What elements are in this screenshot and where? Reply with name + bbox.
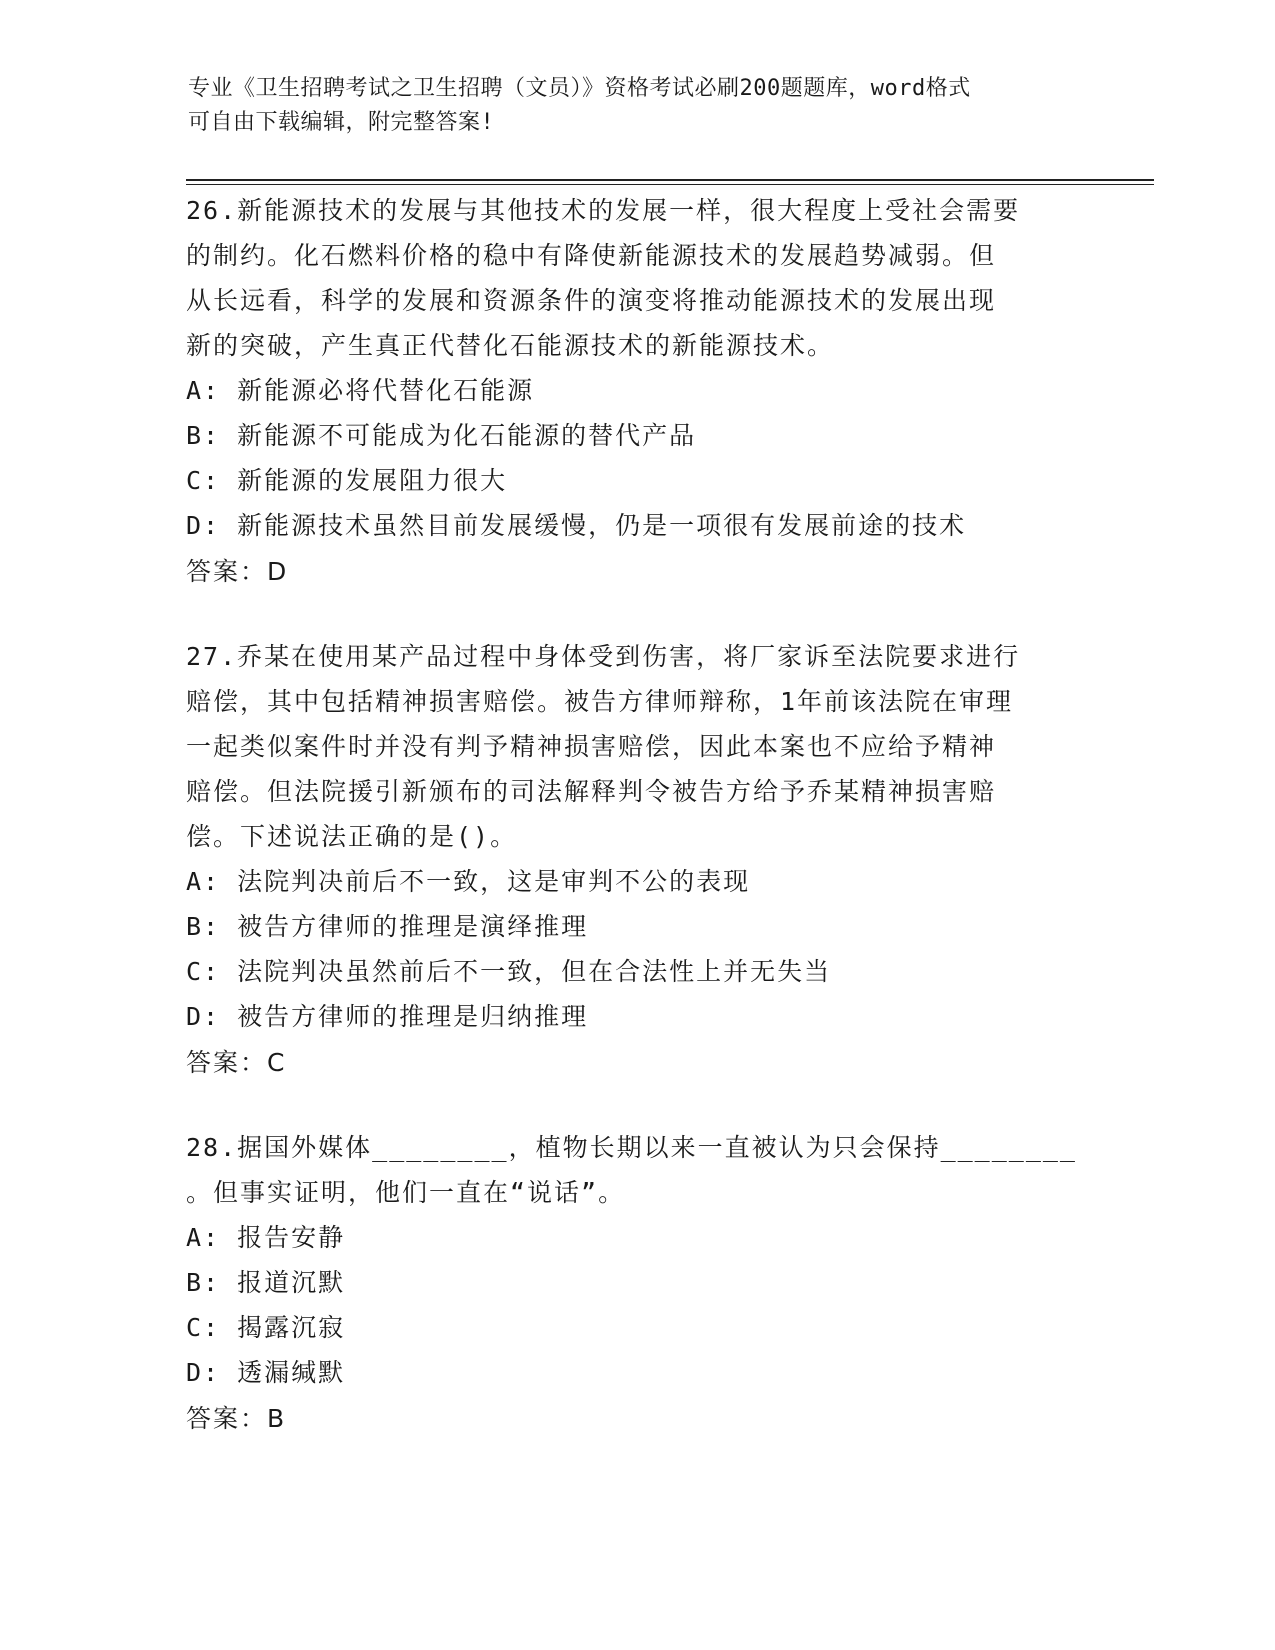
stem-line: 新的突破，产生真正代替化石能源技术的新能源技术。 [186, 331, 835, 360]
header-line-2: 可自由下载编辑，附完整答案! [188, 110, 495, 135]
option-d: D: 被告方律师的推理是归纳推理 [186, 1002, 589, 1031]
stem-line: 赔偿，其中包括精神损害赔偿。被告方律师辩称，1年前该法院在审理 [186, 687, 1014, 716]
stem-line: 27.乔某在使用某产品过程中身体受到伤害，将厂家诉至法院要求进行 [186, 642, 1021, 671]
header-line-1: 专业《卫生招聘考试之卫生招聘（文员）》资格考试必刷200题题库，word格式 [188, 76, 971, 101]
question-stem [186, 188, 1086, 368]
option-c: C: 法院判决虽然前后不一致，但在合法性上并无失当 [186, 957, 832, 986]
option-b: B: 报道沉默 [186, 1268, 346, 1297]
answer-line: 答案：D [186, 557, 289, 586]
header-divider-thin [186, 184, 1154, 185]
option-d: D: 新能源技术虽然目前发展缓慢，仍是一项很有发展前途的技术 [186, 511, 967, 540]
option-a: A: 报告安静 [186, 1223, 346, 1252]
stem-line: 28.据国外媒体________，植物长期以来一直被认为只会保持________ [186, 1133, 1077, 1162]
answer-line: 答案：B [186, 1404, 287, 1433]
stem-line: 偿。下述说法正确的是()。 [186, 822, 518, 851]
question-28 [186, 1125, 1086, 1441]
stem-line: 的制约。化石燃料价格的稳中有降使新能源技术的发展趋势减弱。但 [186, 241, 997, 270]
stem-line: 从长远看，科学的发展和资源条件的演变将推动能源技术的发展出现 [186, 286, 997, 315]
stem-line: 。但事实证明，他们一直在“说话”。 [186, 1178, 626, 1207]
option-c: C: 新能源的发展阻力很大 [186, 466, 508, 495]
document-header [188, 72, 1088, 140]
header-divider-thick [186, 179, 1154, 181]
stem-line: 赔偿。但法院援引新颁布的司法解释判令被告方给予乔某精神损害赔 [186, 777, 997, 806]
option-a: A: 新能源必将代替化石能源 [186, 376, 535, 405]
question-27 [186, 634, 1086, 1085]
option-a: A: 法院判决前后不一致，这是审判不公的表现 [186, 867, 751, 896]
question-26 [186, 188, 1086, 594]
option-b: B: 新能源不可能成为化石能源的替代产品 [186, 421, 697, 450]
answer-line: 答案：C [186, 1048, 287, 1077]
option-d: D: 透漏缄默 [186, 1358, 346, 1387]
option-b: B: 被告方律师的推理是演绎推理 [186, 912, 589, 941]
question-list [186, 188, 1086, 1481]
question-stem [186, 1125, 1086, 1215]
stem-line: 26.新能源技术的发展与其他技术的发展一样，很大程度上受社会需要 [186, 196, 1021, 225]
question-stem [186, 634, 1086, 859]
option-c: C: 揭露沉寂 [186, 1313, 346, 1342]
stem-line: 一起类似案件时并没有判予精神损害赔偿，因此本案也不应给予精神 [186, 732, 997, 761]
